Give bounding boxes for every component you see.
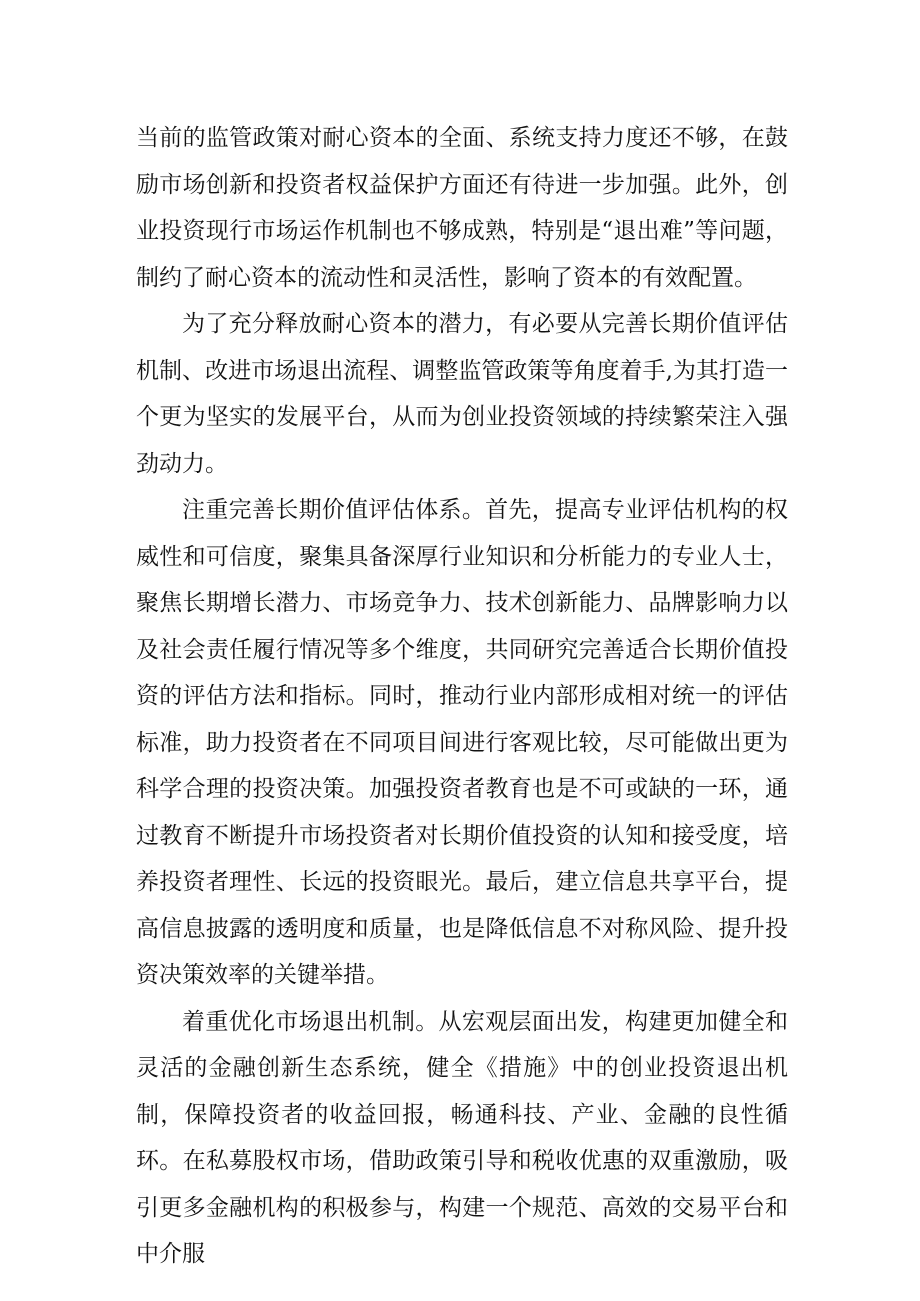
paragraph-patient-capital-potential: 为了充分释放耐心资本的潜力，有必要从完善长期价值评估机制、改进市场退出流程、调整监管政策等角度着手,为其打造一个更为坚实的发展平台，从而为创业投资领域的持续繁荣注入强劲动力。: [136, 311, 788, 477]
paragraph-regulation-gap: 当前的监管政策对耐心资本的全面、系统支持力度还不够，在鼓励市场创新和投资者权益保护方面还有待进一步加强。此外，创业投资现行市场运作机制也不够成熟，特别是“退出难”等问题，制约了耐心资本的流动性和灵活性，影响了资本的有效配置。: [136, 125, 788, 291]
paragraph-exit-mechanism: 着重优化市场退出机制。从宏观层面出发，构建更加健全和灵活的金融创新生态系统，健全《措施》中的创业投资退出机制，保障投资者的收益回报，畅通科技、产业、金融的良性循环。在私募股权市场，借助政策引导和税收优惠的双重激励，吸引更多金融机构的积极参与，构建一个规范、高效的交易平台和中介服: [136, 1008, 788, 1267]
document-page: [136, 115, 788, 1278]
paragraph-valuation-system: 注重完善长期价值评估体系。首先，提高专业评估机构的权威性和可信度，聚集具备深厚行业知识和分析能力的专业人士，聚焦长期增长潜力、市场竞争力、技术创新能力、品牌影响力以及社会责任履行情况等多个维度，共同研究完善适合长期价值投资的评估方法和指标。同时，推动行业内部形成相对统一的评估标准，助力投资者在不同项目间进行客观比较，尽可能做出更为科学合理的投资决策。加强投资者教育也是不可或缺的一环，通过教育不断提升市场投资者对长期价值投资的认知和接受度，培养投资者理性、长远的投资眼光。最后，建立信息共享平台，提高信息披露的透明度和质量，也是降低信息不对称风险、提升投资决策效率的关键举措。: [136, 497, 788, 988]
